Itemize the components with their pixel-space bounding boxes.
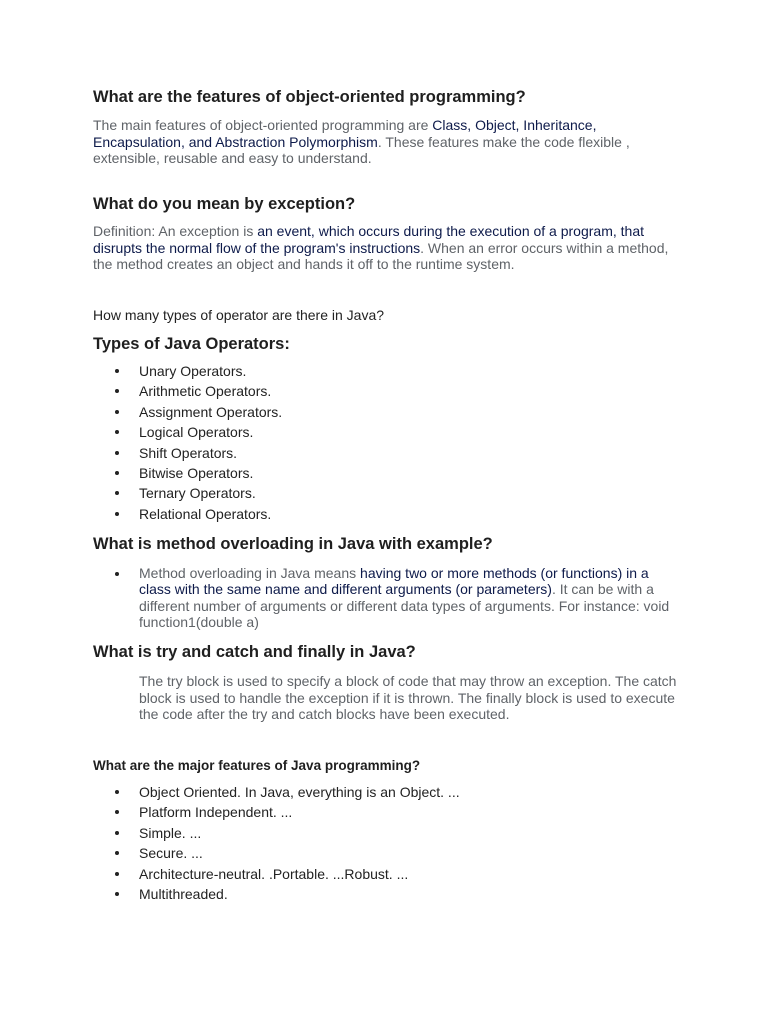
operator-list-item: Ternary Operators. [93, 483, 282, 503]
operator-list-item: Unary Operators. [93, 361, 282, 381]
operator-list-item: Assignment Operators. [93, 402, 282, 422]
operator-list-item: Arithmetic Operators. [93, 381, 282, 401]
operators-question: How many types of operator are there in Java? [93, 307, 385, 323]
exception-text-1: Definition: An exception is [93, 223, 258, 239]
overloading-text-1: Method overloading in Java means [139, 565, 361, 581]
java-feature-list-item: Simple. ... [93, 823, 460, 843]
operator-list-item: Relational Operators. [93, 504, 282, 524]
java-feature-list-item: Secure. ... [93, 843, 460, 863]
operators-list [93, 361, 282, 524]
heading-oop-features: What are the features of object-oriented programming? [93, 88, 526, 106]
paragraph-try-catch: The try block is used to specify a block of code that may throw an exception. The catch block is used to handle the exception if it is thrown. The finally block is used to execute the code after the try and catch blocks have been executed. [139, 673, 677, 723]
java-feature-list-item: Platform Independent. ... [93, 802, 460, 822]
oop-text-1: The main features of object-oriented programming are [93, 117, 433, 133]
operator-list-item: Shift Operators. [93, 443, 282, 463]
heading-java-features: What are the major features of Java programming? [93, 758, 421, 773]
paragraph-oop-features [93, 117, 683, 167]
overloading-text-3: . It can be with a different number of arguments or different data types of arguments. For instance: void function1(double a) [139, 581, 670, 631]
heading-try-catch: What is try and catch and finally in Java? [93, 643, 416, 661]
paragraph-exception [93, 223, 683, 273]
operator-list-item: Bitwise Operators. [93, 463, 282, 483]
exception-text-3: . When an error occurs within a method, the method creates an object and hands it off to the runtime system. [93, 239, 669, 273]
oop-text-2: Class, Object, Inheritance, Encapsulation, and Abstraction Polymorphism [93, 117, 597, 150]
java-feature-list-item: Architecture-neutral. .Portable. ...Robust. ... [93, 864, 460, 884]
heading-overloading: What is method overloading in Java with example? [93, 535, 493, 553]
java-feature-list-item: Multithreaded. [93, 884, 460, 904]
java-feature-list-item: Object Oriented. In Java, everything is an Object. ... [93, 782, 460, 802]
operator-list-item: Logical Operators. [93, 422, 282, 442]
overloading-text-2: having two or more methods (or functions) in a class with the same name and different arguments (or parameters) [139, 565, 649, 598]
paragraph-overloading [93, 565, 683, 631]
heading-operators: Types of Java Operators: [93, 335, 290, 353]
oop-text-3: . These features make the code flexible , extensible, reusable and easy to understand. [93, 133, 630, 167]
java-features-list [93, 782, 460, 904]
exception-text-2: an event, which occurs during the execution of a program, that disrupts the normal flow of the program's instructions [93, 223, 644, 256]
heading-exception: What do you mean by exception? [93, 195, 356, 213]
